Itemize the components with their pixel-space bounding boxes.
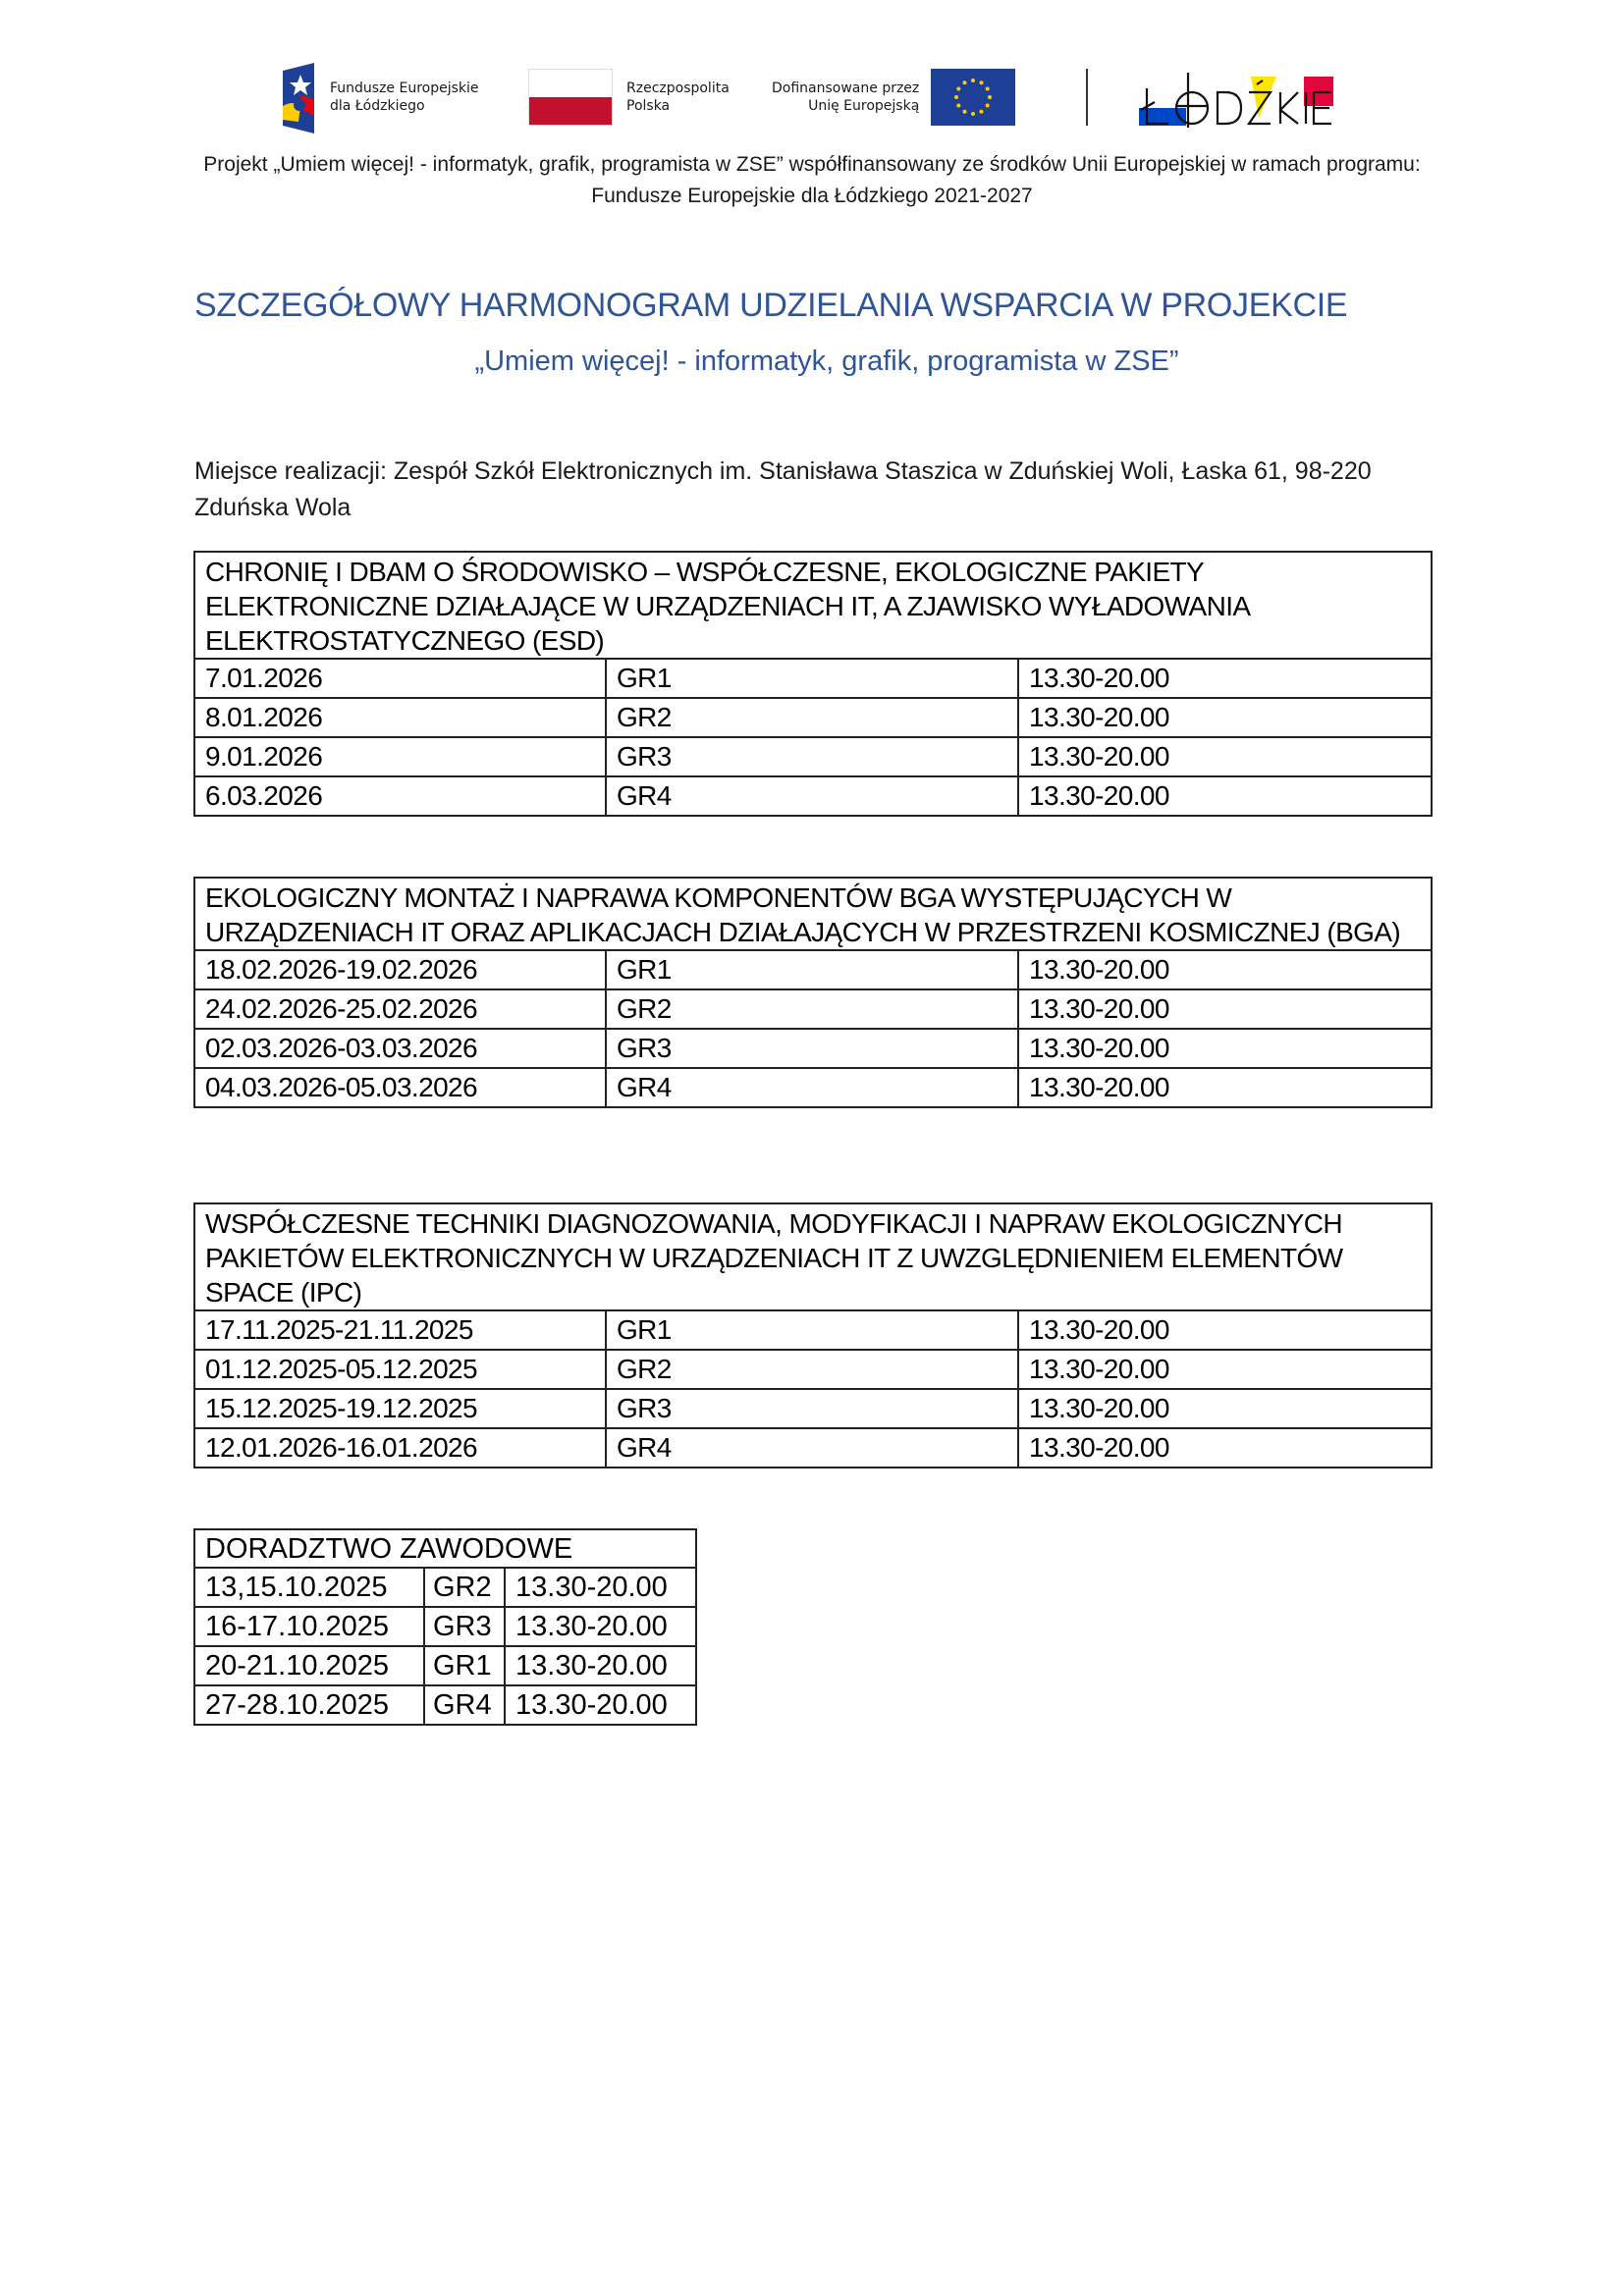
cell-date: 12.01.2026-16.01.2026 <box>194 1428 606 1468</box>
cell-date: 13,15.10.2025 <box>194 1568 424 1607</box>
schedule-table-esd <box>193 551 1433 817</box>
cell-hours: 13.30-20.00 <box>1018 659 1432 698</box>
cell-group: GR2 <box>606 989 1018 1029</box>
cell-date: 15.12.2025-19.12.2025 <box>194 1389 606 1428</box>
cell-date: 24.02.2026-25.02.2026 <box>194 989 606 1029</box>
eu-star-icon <box>971 79 975 82</box>
cell-hours: 13.30-20.00 <box>1018 737 1432 776</box>
cell-date: 18.02.2026-19.02.2026 <box>194 950 606 989</box>
eu-flag-icon <box>931 69 1015 126</box>
cell-hours: 13.30-20.00 <box>505 1685 696 1725</box>
table-row <box>194 1428 1432 1468</box>
cell-hours: 13.30-20.00 <box>1018 1068 1432 1107</box>
eu-cofinanced-logo <box>772 69 1015 126</box>
cell-hours: 13.30-20.00 <box>1018 1029 1432 1068</box>
table-heading: WSPÓŁCZESNE TECHNIKI DIAGNOZOWANIA, MODYFIKACJI I NAPRAW EKOLOGICZNYCH PAKIETÓW ELEKTRONICZNYCH W URZĄDZENIACH IT Z UWZGLĘDNIENIEM ELEMENTÓW SPACE (IPC) <box>194 1203 1432 1310</box>
cell-group: GR2 <box>606 698 1018 737</box>
cell-group: GR4 <box>606 1428 1018 1468</box>
rzeczpospolita-polska-logo <box>528 69 730 126</box>
cell-group: GR4 <box>424 1685 505 1725</box>
cell-hours: 13.30-20.00 <box>1018 989 1432 1029</box>
cell-group: GR1 <box>606 1310 1018 1350</box>
cell-hours: 13.30-20.00 <box>505 1646 696 1685</box>
table-row <box>194 1350 1432 1389</box>
funding-statement: Projekt „Umiem więcej! - informatyk, grafik, programista w ZSE” współfinansowany ze środków Unii Europejskiej w ramach programu: Fundusze Europejskie dla Łódzkiego 2021-2027 <box>203 153 1421 207</box>
cell-date: 04.03.2026-05.03.2026 <box>194 1068 606 1107</box>
cell-hours: 13.30-20.00 <box>505 1568 696 1607</box>
eu-star-icon <box>957 87 961 91</box>
cell-group: GR2 <box>424 1568 505 1607</box>
table-row <box>194 1685 696 1725</box>
eu-star-icon <box>980 110 984 114</box>
table-row <box>194 1646 696 1685</box>
cell-date: 6.03.2026 <box>194 776 606 816</box>
cell-hours: 13.30-20.00 <box>1018 950 1432 989</box>
eu-logo-line1: Dofinansowane przez <box>772 80 920 96</box>
table-row <box>194 1568 696 1607</box>
cell-hours: 13.30-20.00 <box>1018 698 1432 737</box>
cell-date: 16-17.10.2025 <box>194 1607 424 1646</box>
eu-star-icon <box>988 95 992 99</box>
table-row <box>194 1310 1432 1350</box>
eu-logo-line2: Unię Europejską <box>808 98 920 114</box>
fe-logo-line1: Fundusze Europejskie <box>330 80 479 96</box>
cell-hours: 13.30-20.00 <box>1018 1428 1432 1468</box>
cell-group: GR1 <box>424 1646 505 1685</box>
cell-group: GR4 <box>606 776 1018 816</box>
cell-group: GR3 <box>606 1029 1018 1068</box>
cell-date: 02.03.2026-03.03.2026 <box>194 1029 606 1068</box>
table-row <box>194 950 1432 989</box>
cell-group: GR1 <box>606 950 1018 989</box>
table-row <box>194 1068 1432 1107</box>
table-row <box>194 737 1432 776</box>
place-of-implementation: Miejsce realizacji: Zespół Szkół Elektronicznych im. Stanisława Staszica w Zduńskiej Woli, Łaska 61, 98-220 Zduńska Wola <box>194 457 1372 521</box>
eu-star-icon <box>954 95 958 99</box>
fundusze-europejskie-icon <box>279 61 318 133</box>
cell-hours: 13.30-20.00 <box>1018 1389 1432 1428</box>
eu-star-icon <box>980 80 984 84</box>
cell-hours: 13.30-20.00 <box>505 1607 696 1646</box>
rp-logo-line2: Polska <box>626 98 671 114</box>
fundusze-europejskie-logo <box>279 61 479 133</box>
schedule-table-bga <box>193 877 1433 1108</box>
cell-group: GR3 <box>424 1607 505 1646</box>
schedule-table-career-counseling <box>193 1528 697 1726</box>
eu-star-icon <box>986 104 990 108</box>
schedule-table-ipc <box>193 1202 1433 1468</box>
table-heading: DORADZTWO ZAWODOWE <box>194 1529 696 1568</box>
cell-hours: 13.30-20.00 <box>1018 1350 1432 1389</box>
document-title: SZCZEGÓŁOWY HARMONOGRAM UDZIELANIA WSPARCIA W PROJEKCIE <box>194 287 1348 324</box>
cell-group: GR1 <box>606 659 1018 698</box>
table-row <box>194 989 1432 1029</box>
cell-date: 8.01.2026 <box>194 698 606 737</box>
cell-group: GR3 <box>606 737 1018 776</box>
cell-group: GR2 <box>606 1350 1018 1389</box>
table-row <box>194 1607 696 1646</box>
cell-date: 01.12.2025-05.12.2025 <box>194 1350 606 1389</box>
table-heading: CHRONIĘ I DBAM O ŚRODOWISKO – WSPÓŁCZESNE, EKOLOGICZNE PAKIETY ELEKTRONICZNE DZIAŁAJĄCE W URZĄDZENIACH IT, A ZJAWISKO WYŁADOWANIA ELEKTROSTATYCZNEGO (ESD) <box>194 552 1432 659</box>
polish-flag-icon <box>528 69 613 126</box>
eu-star-icon <box>986 87 990 91</box>
cell-date: 20-21.10.2025 <box>194 1646 424 1685</box>
eu-star-icon <box>963 80 967 84</box>
table-row <box>194 1389 1432 1428</box>
fe-logo-line2: dla Łódzkiego <box>330 98 425 114</box>
table-row <box>194 698 1432 737</box>
table-row <box>194 1029 1432 1068</box>
cell-hours: 13.30-20.00 <box>1018 776 1432 816</box>
table-row <box>194 776 1432 816</box>
cell-date: 9.01.2026 <box>194 737 606 776</box>
table-heading: EKOLOGICZNY MONTAŻ I NAPRAWA KOMPONENTÓW BGA WYSTĘPUJĄCYCH W URZĄDZENIACH IT ORAZ APLIKACJACH DZIAŁAJĄCYCH W PRZESTRZENI KOSMICZNEJ (BGA) <box>194 878 1432 950</box>
logo-bar <box>0 61 1624 139</box>
cell-group: GR3 <box>606 1389 1018 1428</box>
eu-star-icon <box>971 112 975 116</box>
eu-star-icon <box>957 104 961 108</box>
cell-date: 7.01.2026 <box>194 659 606 698</box>
eu-star-icon <box>963 110 967 114</box>
cell-date: 17.11.2025-21.11.2025 <box>194 1310 606 1350</box>
cell-hours: 13.30-20.00 <box>1018 1310 1432 1350</box>
cell-date: 27-28.10.2025 <box>194 1685 424 1725</box>
lodzkie-logo-icon <box>1139 69 1365 130</box>
table-row <box>194 659 1432 698</box>
rp-logo-line1: Rzeczpospolita <box>626 80 730 96</box>
logo-separator <box>1086 69 1088 126</box>
cell-group: GR4 <box>606 1068 1018 1107</box>
project-subtitle: „Umiem więcej! - informatyk, grafik, programista w ZSE” <box>474 346 1179 377</box>
